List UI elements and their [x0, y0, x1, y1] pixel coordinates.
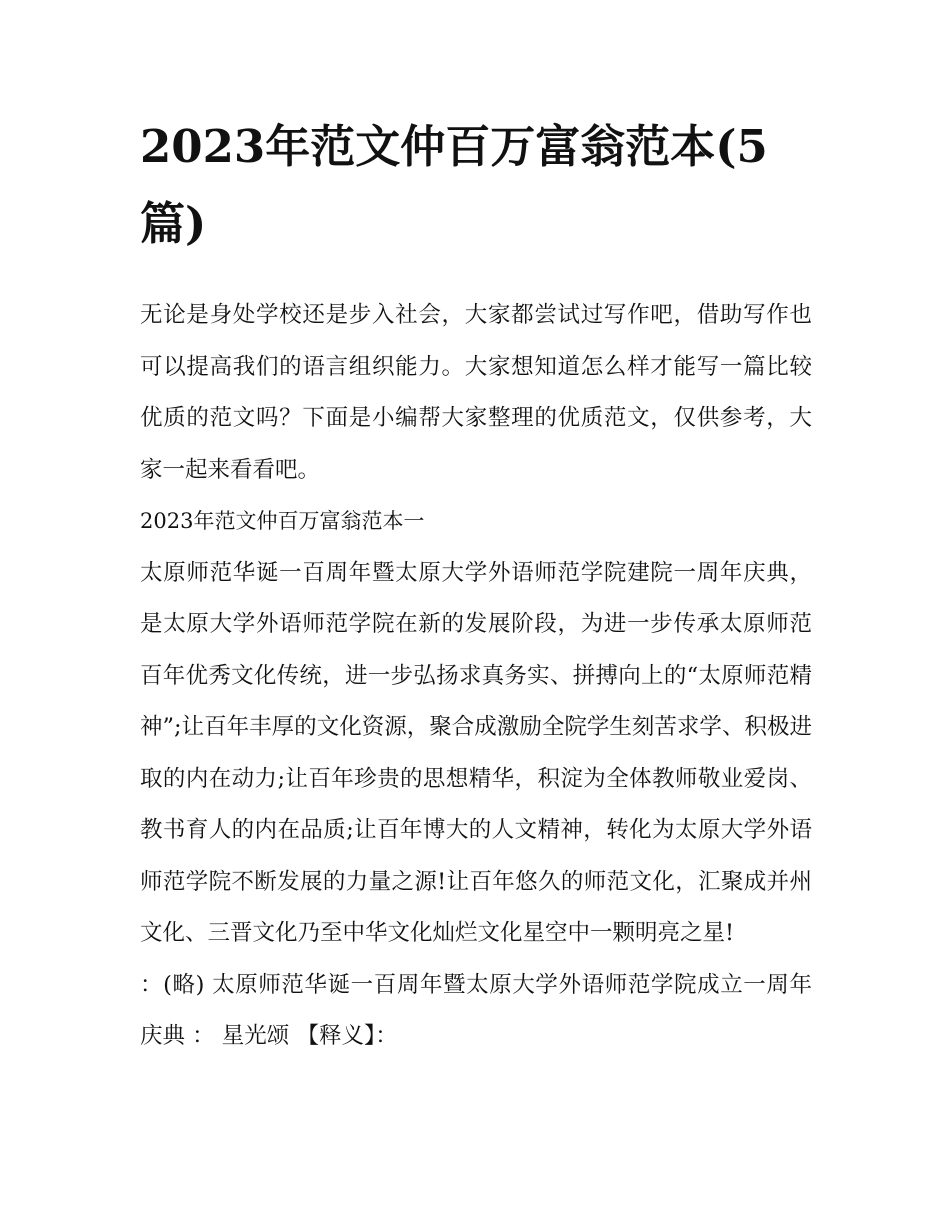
document-title: 2023年范文仲百万富翁范本(5篇): [140, 120, 768, 250]
section-note-paragraph: ：(略) 太原师范华诞一百周年暨太原大学外语师范学院成立一周年庆典 ： 星光颂 【释义】：: [140, 971, 812, 1049]
section-body-paragraph: 太原师范华诞一百周年暨太原大学外语师范学院建院一周年庆典，是太原大学外语师范学院在新的发展阶段，为进一步传承太原师范百年优秀文化传统，进一步弘扬求真务实、拼搏向上的“太原师范精神”;让百年丰厚的文化资源，聚合成激励全院学生刻苦求学、积极进取的内在动力;让百年珍贵的思想精华，积淀为全体教师敬业爱岗、教书育人的内在品质;让百年博大的人文精神，转化为太原大学外语师范学院不断发展的力量之源!让百年悠久的师范文化，汇聚成并州文化、三晋文化乃至中华文化灿烂文化星空中一颗明亮之星!: [140, 559, 812, 946]
section-heading: 2023年范文仲百万富翁范本一: [140, 509, 425, 533]
document-page: [140, 108, 812, 1063]
intro-paragraph: 无论是身处学校还是步入社会，大家都尝试过写作吧，借助写作也可以提高我们的语言组织能力。大家想知道怎么样才能写一篇比较优质的范文吗？下面是小编帮大家整理的优质范文，仅供参考，大家一起来看看吧。: [140, 302, 812, 483]
